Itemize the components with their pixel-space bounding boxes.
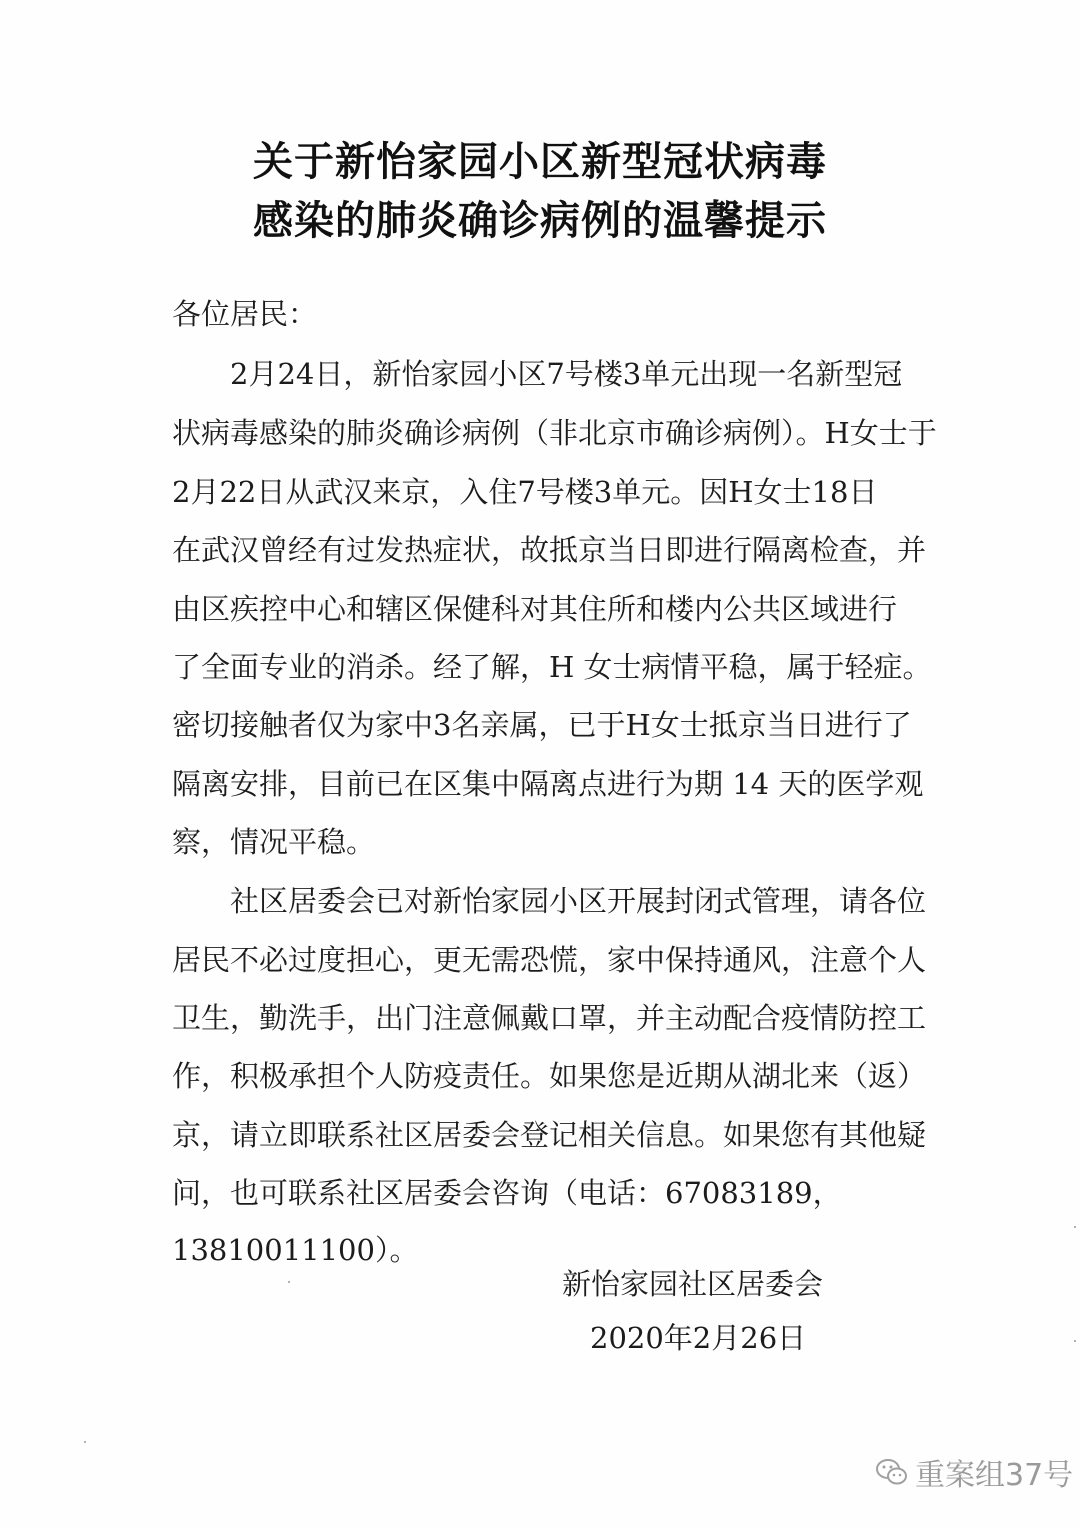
- signature-date: 2020年2月26日: [590, 1321, 807, 1355]
- watermark: [875, 1450, 1073, 1494]
- paragraph1-line: 2月22日从武汉来京，入住7号楼3单元。因H女士18日: [172, 475, 878, 509]
- wechat-icon: [875, 1455, 909, 1489]
- salutation: 各位居民：: [172, 297, 318, 331]
- scan-speck: [1074, 1226, 1076, 1228]
- paragraph2-line: 13810011100）。: [172, 1233, 419, 1267]
- title-line-2: 感染的肺炎确诊病例的温馨提示: [253, 197, 827, 244]
- paragraph2-line: 卫生，勤洗手，出门注意佩戴口罩，并主动配合疫情防控工: [172, 1001, 927, 1035]
- paragraph2-line: 社区居委会已对新怡家园小区开展封闭式管理，请各位: [172, 884, 927, 918]
- watermark-text: 重案组37号: [915, 1458, 1074, 1493]
- paragraph1-line: 隔离安排，目前已在区集中隔离点进行为期 14 天的医学观: [172, 767, 924, 801]
- paragraph2-line: 作，积极承担个人防疫责任。如果您是近期从湖北来（返）: [172, 1059, 927, 1093]
- paragraph2-line: 居民不必过度担心，更无需恐慌，家中保持通风，注意个人: [172, 943, 927, 977]
- signature-organization: 新怡家园社区居委会: [562, 1267, 824, 1301]
- scan-speck: [84, 1441, 86, 1443]
- paragraph1-line: 察，情况平稳。: [172, 825, 376, 859]
- title-line-1: 关于新怡家园小区新型冠状病毒: [253, 138, 827, 185]
- paragraph1-line: 密切接触者仅为家中3名亲属，已于H女士抵京当日进行了: [172, 708, 912, 742]
- paragraph1-line: 在武汉曾经有过发热症状，故抵京当日即进行隔离检查，并: [172, 533, 927, 567]
- paragraph1-line: 2月24日，新怡家园小区7号楼3单元出现一名新型冠: [172, 357, 903, 391]
- paragraph2-line: 问，也可联系社区居委会咨询（电话：67083189，: [172, 1176, 842, 1210]
- paragraph2-line: 京，请立即联系社区居委会登记相关信息。如果您有其他疑: [172, 1118, 927, 1152]
- scan-speck: [288, 1281, 290, 1283]
- paragraph1-line: 状病毒感染的肺炎确诊病例（非北京市确诊病例）。H女士于: [172, 416, 937, 450]
- paragraph1-line: 由区疾控中心和辖区保健科对其住所和楼内公共区域进行: [172, 592, 898, 626]
- paragraph1-line: 了全面专业的消杀。经了解，H 女士病情平稳，属于轻症。: [172, 650, 932, 684]
- scan-speck: [1074, 1340, 1076, 1342]
